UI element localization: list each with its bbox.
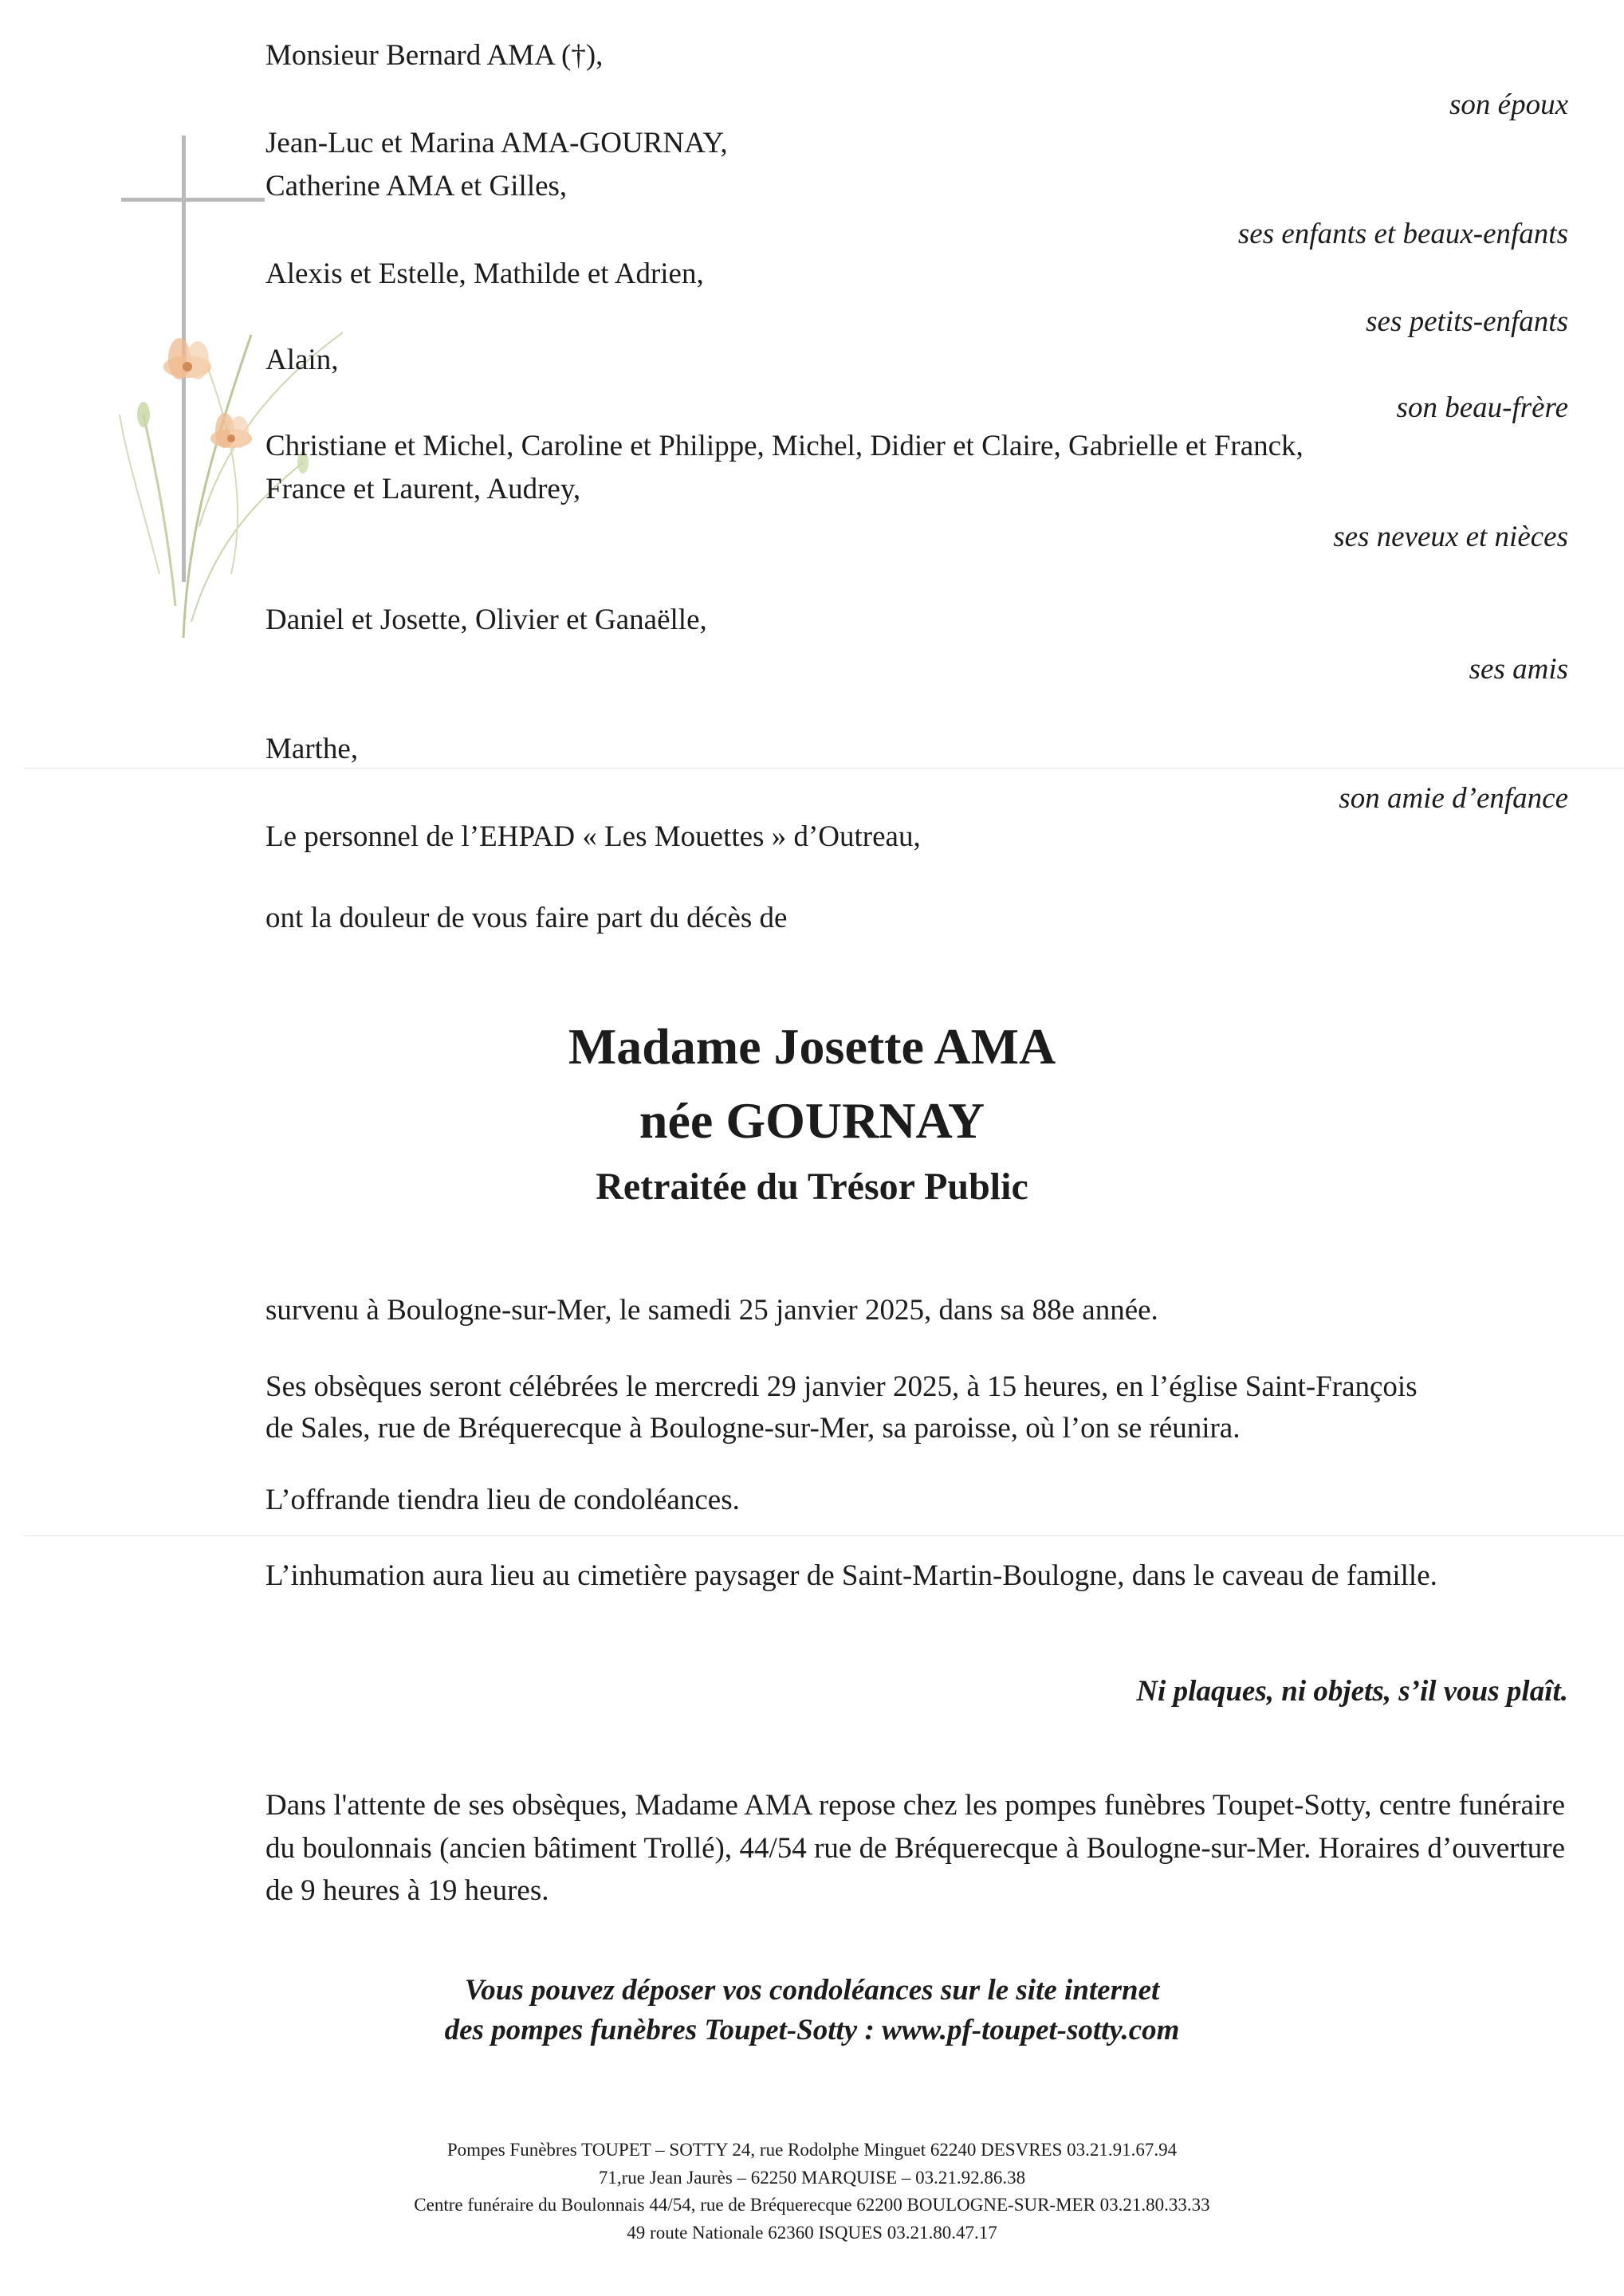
- announcer-childhood-friend: Marthe,: [265, 733, 359, 765]
- deceased-name: Madame Josette AMA: [568, 1018, 1056, 1075]
- footer-line-1: Pompes Funèbres TOUPET – SOTTY 24, rue Rodolphe Minguet 62240 DESVRES 03.21.91.67.94: [446, 2140, 1178, 2160]
- footer-line-4: 49 route Nationale 62360 ISQUES 03.21.80.47.17: [627, 2222, 997, 2243]
- announcer-grandchildren: Alexis et Estelle, Mathilde et Adrien,: [265, 258, 704, 290]
- scan-line-top: [24, 768, 1624, 769]
- role-children: ses enfants et beaux-enfants: [1237, 218, 1568, 250]
- scan-line-bottom: [24, 1535, 1624, 1536]
- role-childhood-friend: son amie d’enfance: [1339, 782, 1568, 815]
- role-friends: ses amis: [1469, 653, 1568, 686]
- footer-line-2: 71,rue Jean Jaurès – 62250 MARQUISE – 03.21.92.86.38: [598, 2167, 1026, 2188]
- footer-address-block: [0, 2137, 1624, 2247]
- funeral-details-1: Ses obsèques seront célébrées le mercredi 29 janvier 2025, à 15 heures, en l’église Saint-François: [265, 1370, 1418, 1403]
- rest-paragraph: Dans l'attente de ses obsèques, Madame AMA repose chez les pompes funèbres Toupet-Sotty, centre funéraire du boulonnais (ancien bâtiment Trollé), 44/54 rue de Bréquerecque à Boulogne-sur-Mer. Horaires d’ouverture de 9 heures à 19 heures.: [265, 1789, 1565, 1908]
- no-flowers-note: Ni plaques, ni objets, s’il vous plaît.: [1136, 1675, 1568, 1708]
- role-spouse: son époux: [1449, 88, 1568, 121]
- announcer-staff: Le personnel de l’EHPAD « Les Mouettes » d’Outreau,: [265, 820, 921, 853]
- deceased-maiden-name: née GOURNAY: [639, 1092, 985, 1149]
- announcer-brother-in-law: Alain,: [265, 344, 339, 376]
- footer-line-3: Centre funéraire du Boulonnais 44/54, rue de Bréquerecque 62200 BOULOGNE-SUR-MER 03.21.80.33.33: [414, 2195, 1210, 2215]
- announcer-nephews-2: France et Laurent, Audrey,: [265, 473, 581, 505]
- funeral-details-2: de Sales, rue de Bréquerecque à Boulogne-sur-Mer, sa paroisse, où l’on se réunira.: [265, 1412, 1241, 1445]
- announcer-children-1: Jean-Luc et Marina AMA-GOURNAY,: [265, 127, 728, 159]
- announcer-children-2: Catherine AMA et Gilles,: [265, 170, 568, 202]
- role-brother-in-law: son beau-frère: [1396, 391, 1568, 424]
- condolences-line-1: Vous pouvez déposer vos condoléances sur le site internet: [464, 1974, 1160, 2007]
- cross-flowers-icon: [112, 128, 343, 686]
- role-nephews: ses neveux et nièces: [1333, 521, 1568, 553]
- intro-text: ont la douleur de vous faire part du décès de: [265, 902, 788, 934]
- offering-text: L’offrande tiendra lieu de condoléances.: [265, 1484, 740, 1516]
- death-details: survenu à Boulogne-sur-Mer, le samedi 25 janvier 2025, dans sa 88e année.: [265, 1294, 1158, 1327]
- burial-text: L’inhumation aura lieu au cimetière paysager de Saint-Martin-Boulogne, dans le caveau de famille.: [265, 1559, 1437, 1592]
- deceased-profession: Retraitée du Trésor Public: [596, 1166, 1028, 1208]
- announcer-friends: Daniel et Josette, Olivier et Ganaëlle,: [265, 603, 707, 636]
- announcer-spouse: Monsieur Bernard AMA (†),: [265, 39, 604, 72]
- announcer-nephews-1: Christiane et Michel, Caroline et Philippe, Michel, Didier et Claire, Gabrielle et Franck,: [265, 430, 1304, 462]
- role-grandchildren: ses petits-enfants: [1366, 305, 1568, 338]
- condolences-line-2: des pompes funèbres Toupet-Sotty : www.pf-toupet-sotty.com: [444, 2014, 1180, 2046]
